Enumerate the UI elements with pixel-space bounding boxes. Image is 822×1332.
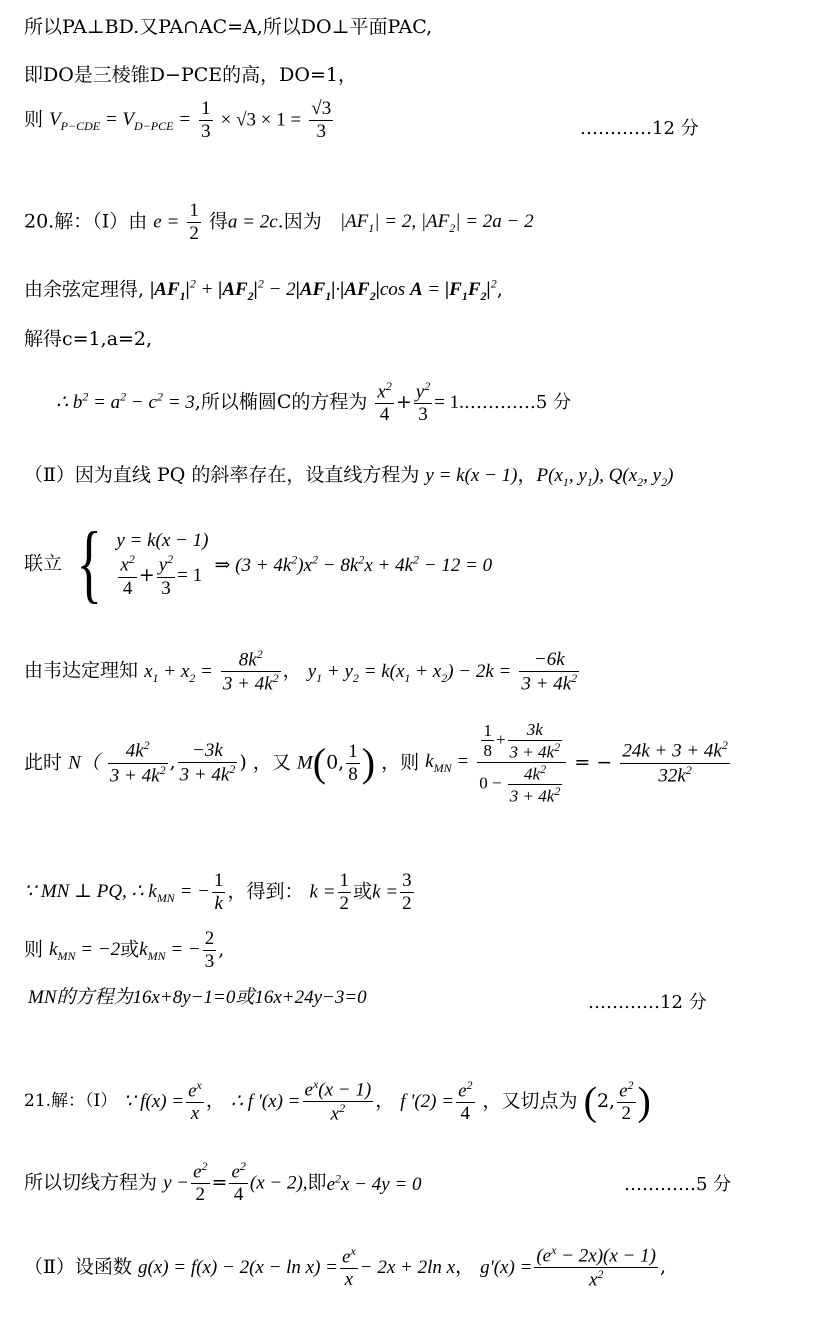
score-12-a: …………12 分 bbox=[580, 118, 699, 139]
ellipse-text: 所以椭圆C的方程为 bbox=[200, 391, 368, 414]
line-15-problem21: 21.解：（Ⅰ） ∵ f(x) = $\frac{e^x}{x}$ ， ∴ f '(x) = $\frac{e^x(x - 1)}{x^2}$ ， f '(2) = $\frac{e^2}{4}$ ，又切点为 (2, $\frac{e^2}{2}$ ) bbox=[24, 1077, 651, 1125]
line-13: 则 $k_{MN} = -2$或$k_{MN}$ = − $\frac{2}{3}$ , bbox=[24, 928, 225, 972]
then-k-label: 则 bbox=[24, 938, 44, 961]
mn-equation: MN的方程为16x+8y−1=0或16x+24y−3=0 bbox=[28, 987, 367, 1008]
line-12-perp: ∵ MN ⊥ PQ, ∴ $k_{MN}$ = − $\frac{1}{k}$ ，得到： k = $\frac{1}{2}$ 或k = $\frac{3}{2}$ bbox=[24, 870, 412, 914]
text-height: 即DO是三棱锥D−PCE的高，DO=1， bbox=[24, 64, 357, 86]
line-8-part2: （Ⅱ）因为直线 PQ 的斜率存在，设直线方程为 y = k(x − 1)，$P(x_1$, $y_1$), $Q(x_2$, $y_2$) bbox=[24, 464, 674, 489]
line-10-vieta: 由韦达定理知 $x_1 + x_2$ = $\frac{8k^2}{3 + 4k^2}$ ， $y_1 + y_2 = k(x_1 + x_2) - 2k$ = $\frac{-6k}{3 + 4k^2}$ bbox=[24, 647, 578, 695]
fraction-sqrt3-3: $\frac{√3}{3}$ bbox=[311, 98, 332, 142]
cosine-label: 由余弦定理得, bbox=[24, 278, 145, 301]
line-11-slope: 此时 N（ $\frac{4k^2}{3 + 4k^2}$ , $\frac{-3k}{3 + 4k^2}$ ) ，又 M(0, $\frac{1}{8}$ ) ，则 $k_{MN}$ = $\frac{1}{8}$ + $\frac{3k}{3 + 4k^2}$ 0 − $\frac{4k^2}{3 + 4k^2}$ = − $\frac{24k + 3 + 4k^2}{32k^2}$ bbox=[24, 720, 728, 806]
volume-prefix: 则 bbox=[24, 108, 44, 131]
got-label: ，得到： bbox=[227, 880, 304, 903]
tangent-label: 所以切线方程为 bbox=[24, 1171, 158, 1194]
function-g-label: （Ⅱ）设函数 bbox=[24, 1256, 132, 1279]
again-label: ，又 bbox=[252, 751, 291, 774]
system-label: 联立 bbox=[24, 552, 63, 575]
line-6 bbox=[24, 330, 152, 349]
line-4-problem20: 20.解：（Ⅰ）由 e = $\frac{1}{2}$ 得a = 2c.因为 $|AF_1| = 2$, $|AF_2| = 2a - 2$ bbox=[24, 200, 534, 244]
tangent-point-label: ，又切点为 bbox=[482, 1090, 578, 1113]
then-label: ，则 bbox=[381, 751, 420, 774]
midpoint-label: 此时 bbox=[24, 751, 63, 774]
score-5-a: …………5 分 bbox=[463, 392, 572, 414]
line-5-cosine: 由余弦定理得, $|AF_1|^2 + |AF_2|^2 - 2|AF_1|\cdot|AF_2|\cos$ $A = |F_1F_2|^2$, bbox=[24, 277, 503, 304]
line-14-mn-equation bbox=[28, 988, 367, 1007]
solve-c-a: 解得c=1,a=2, bbox=[24, 328, 153, 350]
slope-complex-fraction: $\frac{1}{8}$ + $\frac{3k}{3 + 4k^2}$ 0 − $\frac{4k^2}{3 + 4k^2}$ bbox=[477, 720, 566, 806]
line-3-volume: 则 $V_{P-CDE} = V_{D-PCE}$ = $\frac{1}{3}$ × √3 × 1 = $\frac{√3}{3}$ bbox=[24, 98, 332, 142]
score-5-b: …………5 分 bbox=[624, 1174, 732, 1195]
line-16-tangent: 所以切线方程为 y − $\frac{e^2}{2}$ = $\frac{e^2}{4}$ (x − 2),即$e^2x - 4y = 0$ bbox=[24, 1159, 422, 1206]
line-1 bbox=[24, 18, 432, 37]
line-7-ellipse: ∴ $b^2 = a^2 - c^2 = 3$,所以椭圆C的方程为 $\frac{x^2}{4}$ + $\frac{y^2}{3}$ = 1.…………5 分 bbox=[56, 379, 572, 426]
line-17-part2: （Ⅱ）设函数 g(x) = f(x) − 2(x − ln x) = $\frac{e^x}{x}$ − 2x + 2ln x， g'(x) = $\frac{(e^x - 2x)(x - 1)}{x^2}$ , bbox=[24, 1243, 666, 1291]
text-po-perp: 所以PA⊥BD.又PA∩AC=A,所以DO⊥平面PAC, bbox=[24, 16, 433, 38]
equation-system: y = k(x − 1) $\frac{x^2}{4}$ + $\frac{y^2}{3}$ = 1 bbox=[116, 529, 209, 599]
problem-20-label: 20.解：（Ⅰ）由 bbox=[24, 210, 148, 233]
fraction-1-3: $\frac{1}{3}$ bbox=[201, 98, 211, 142]
line-2 bbox=[24, 66, 357, 85]
score-12-b: …………12 分 bbox=[588, 992, 707, 1013]
line-9-system: 联立 { y = k(x − 1) $\frac{x^2}{4}$ + $\frac{y^2}{3}$ = 1 ⇒ $(3 + 4k^2)x^2 - 8k^2x + 4k^2 - 12 = 0$ bbox=[24, 515, 493, 612]
vieta-label: 由韦达定理知 bbox=[24, 659, 139, 682]
part2-text: （Ⅱ）因为直线 PQ 的斜率存在，设直线方程为 bbox=[24, 464, 420, 486]
problem-21-label: 21.解：（Ⅰ） bbox=[24, 1091, 118, 1112]
